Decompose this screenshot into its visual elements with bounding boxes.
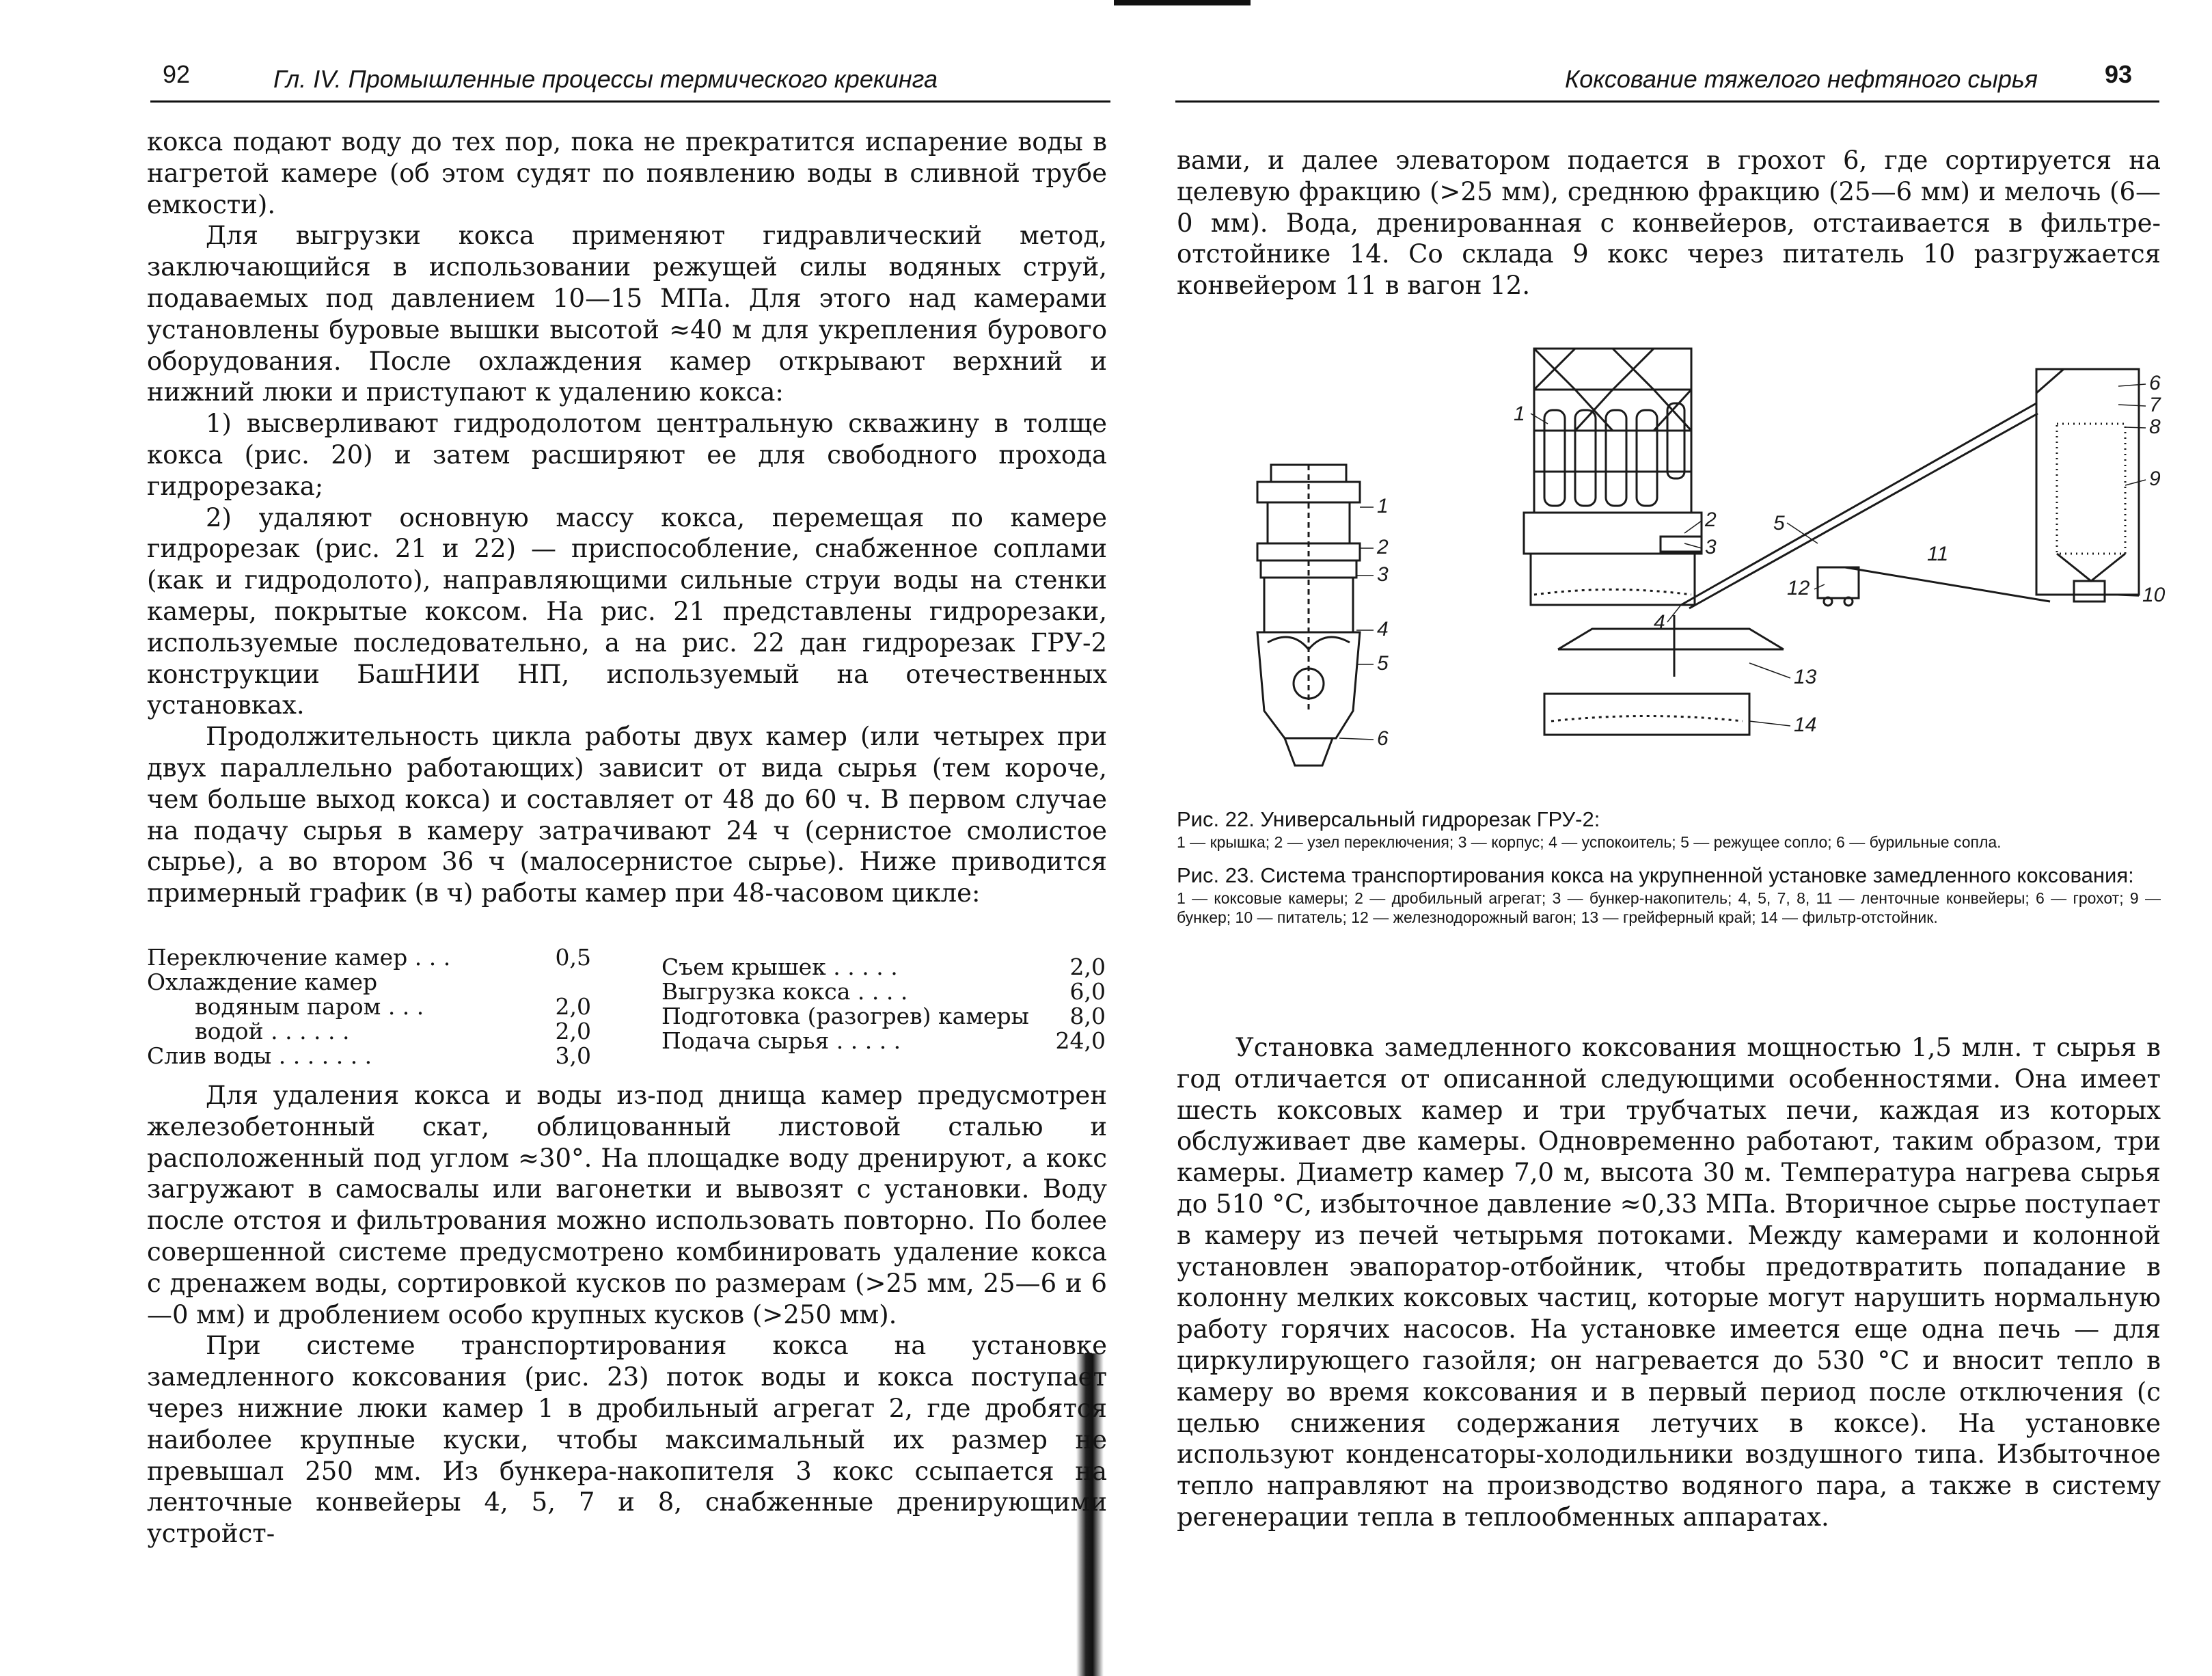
paragraph: Продолжительность цикла работы двух камер (или четырех при двух параллельно работающих) зависит от вида сырья (тем короче, чем больше выход кокса) и составляет от 48 до 60 ч. В первом случае на подачу сырья в камеру затрачивают 24 ч (сернистое смолистое сырье), а во втором 36 ч (малосернистое сырье). Ниже приводится примерный график (в ч) работы камер при 48-часовом цикле:	[147, 722, 1107, 908]
schedule-row: водяным паром . . . 2,0	[195, 993, 591, 1020]
fig23-label: 2	[1705, 509, 1717, 531]
fig23-label: 9	[2149, 468, 2161, 490]
schedule-row: Переключение камер . . . 0,5	[147, 944, 591, 971]
fig23-label: 13	[1794, 666, 1817, 688]
fig23-transport-drawing	[1524, 349, 2139, 735]
page-number: 93	[2105, 60, 2133, 88]
caption-fig22-legend: 1 — крышка; 2 — узел переключения; 3 — корпус; 4 — успокоитель; 5 — режущее сопло; 6 — бурильные сопла.	[1177, 833, 2002, 851]
schedule-row: Выгрузка кокса . . . . 6,0	[661, 978, 1106, 1005]
paragraph: При системе транспортирования кокса на установке замедленного коксования (рис. 23) поток воды и кокса поступает через нижние люки камер 1 в дробильный агрегат 2, где дробятся наиболее крупные куски, чтобы максимальный их размер не превышал 250 мм. Из бункера-накопителя 3 кокс ссыпается на ленточные конвейеры 4, 5, 7 и 8, снабженные дренирующими устройст-	[147, 1331, 1107, 1549]
fig22-label: 3	[1377, 563, 1389, 586]
figure-illustration	[1203, 328, 2166, 807]
paragraph: 1) высверливают гидродолотом центральную скважину в толще кокса (рис. 20) и затем расширяют ее для свободного прохода гидрорезака;	[147, 409, 1107, 501]
fig22-hydrocutter-drawing	[1257, 465, 1360, 766]
body-text-top	[147, 126, 1107, 909]
body-text-bottom	[147, 1080, 1107, 1550]
right-page	[1121, 0, 2212, 1676]
figure-captions	[1177, 807, 2161, 938]
page-number: 92	[163, 60, 191, 88]
paragraph: вами, и далее элеватором подается в грохот 6, где сортируется на целевую фракцию (>25 мм), среднюю фракцию (25—6 мм) и мелочь (6—0 мм). Вода, дренированная с конвейеров, отстаивается в фильтре-отстойнике 14. Со склада 9 кокс через питатель 10 разгружается конвейером 11 в вагон 12.	[1177, 146, 2161, 301]
body-text-bottom	[1177, 1032, 2161, 1533]
caption-fig23-title: Рис. 23. Система транспортирования кокса на укрупненной установке замедленного коксования:	[1177, 863, 2134, 887]
schedule-row: Съем крышек . . . . . 2,0	[661, 954, 1106, 980]
paragraph: Установка замедленного коксования мощностью 1,5 млн. т сырья в год отличается от описанной следующими особенностями. Она имеет шесть коксовых камер и три трубчатых печи, каждая из которых обслуживает две камеры. Одновременно работают, таким образом, три камеры. Диаметр камер 7,0 м, высота 30 м. Температура нагрева сырья до 510 °С, избыточное давление ≈0,33 МПа. Вторичное сырье поступает в камеру из печей четырьмя потоками. Между камерами и колонной установлен эвапоратор-отбойник, чтобы предотвратить попадание в колонну мелких коксовых частиц, которые могут нарушить нормальную работу горячих насосов. На установке имеется еще одна печь — для циркулирующего газойля; он нагревается до 530 °С и вносит тепло в камеру во время коксования и в первый период после отключения (с целью снижения содержания летучих в коксе). На установке используют конденсаторы-холодильники воздушного типа. Избыточное тепло направляют на производство водяного пара, а также в систему регенерации тепла в теплообменных аппаратах.	[1177, 1033, 2161, 1532]
fig22-label: 1	[1377, 495, 1389, 517]
fig23-label: 8	[2149, 416, 2161, 438]
running-head: Гл. IV. Промышленные процессы термического крекинга	[273, 65, 938, 93]
fig22-label: 2	[1377, 536, 1389, 558]
fig23-label: 1	[1514, 403, 1525, 425]
schedule-left-column	[147, 945, 591, 1068]
header-rule	[1175, 100, 2159, 103]
fig23-label: 5	[1773, 512, 1785, 535]
paragraph: 2) удаляют основную массу кокса, перемещая по камере гидрорезак (рис. 21 и 22) — приспособление, снабженное соплами (как и гидродолото), направляющими сильные струи воды на стенки камеры, покрытые коксом. На рис. 21 представлены гидрорезаки, используемые последовательно, а на рис. 22 дан гидрорезак ГРУ-2 конструкции БашНИИ НП, используемый на отечественных установках.	[147, 502, 1107, 720]
fig23-label: 14	[1794, 714, 1817, 736]
header-rule	[150, 100, 1110, 103]
fig23-label: 12	[1787, 577, 1810, 599]
caption-fig22-title: Рис. 22. Универсальный гидрорезак ГРУ-2:	[1177, 807, 1600, 831]
fig23-label: 7	[2149, 394, 2161, 416]
body-text-top	[1177, 145, 2161, 301]
running-head: Коксование тяжелого нефтяного сырья	[1565, 65, 2038, 93]
fig23-label: 3	[1705, 536, 1717, 558]
fig22-label: 4	[1377, 618, 1389, 640]
fig23-label: 6	[2149, 372, 2161, 394]
fig23-label: 11	[1927, 543, 1949, 565]
schedule-row: водой . . . . . . 2,0	[195, 1018, 591, 1044]
fig22-label: 5	[1377, 652, 1389, 675]
fig22-label: 6	[1377, 727, 1389, 750]
schedule-row: Подача сырья . . . . . 24,0	[661, 1027, 1106, 1054]
paragraph: Для удаления кокса и воды из-под днища камер предусмотрен железобетонный скат, облицованный листовой сталью и расположенный под углом ≈30°. На площадке воду дренируют, а кокс загружают в самосвалы или вагонетки и вывозят с установки. Воду после отстоя и фильтрования можно использовать повторно. По более совершенной системе предусмотрено комбинировать удаление кокса с дренажем воды, сортировкой кусков по размерам (>25 мм, 25—6 и 6—0 мм) и дроблением особо крупных кусков (>250 мм).	[147, 1081, 1107, 1329]
fig23-label: 10	[2142, 584, 2166, 606]
schedule-row: Подготовка (разогрев) камеры 8,0	[661, 1003, 1106, 1029]
paragraph: кокса подают воду до тех пор, пока не прекратится испарение воды в нагретой камере (об этом судят по появлению воды в сливной трубе емкости).	[147, 127, 1107, 219]
schedule-right-column	[661, 955, 1106, 1053]
caption-fig23-legend: 1 — коксовые камеры; 2 — дробильный агрегат; 3 — бункер-накопитель; 4, 5, 7, 8, 11 — ленточные конвейеры; 6 — грохот; 9 — бункер; 10 — питатель; 12 — железнодорожный вагон; 13 — грейферный край; 14 — фильтр-отстойник.	[1177, 889, 2161, 926]
schedule-row: Слив воды . . . . . . . 3,0	[147, 1042, 591, 1069]
paragraph: Для выгрузки кокса применяют гидравлический метод, заключающийся в использовании режущей силы водяных струй, подаваемых под давлением 10—15 МПа. Для этого над камерами установлены буровые вышки высотой ≈40 м для укрепления бурового оборудования. После охлаждения камер открывают верхний и нижний люки и приступают к удалению кокса:	[147, 221, 1107, 407]
fig23-label: 4	[1654, 611, 1665, 634]
schedule-row: Охлаждение камер	[147, 969, 378, 995]
